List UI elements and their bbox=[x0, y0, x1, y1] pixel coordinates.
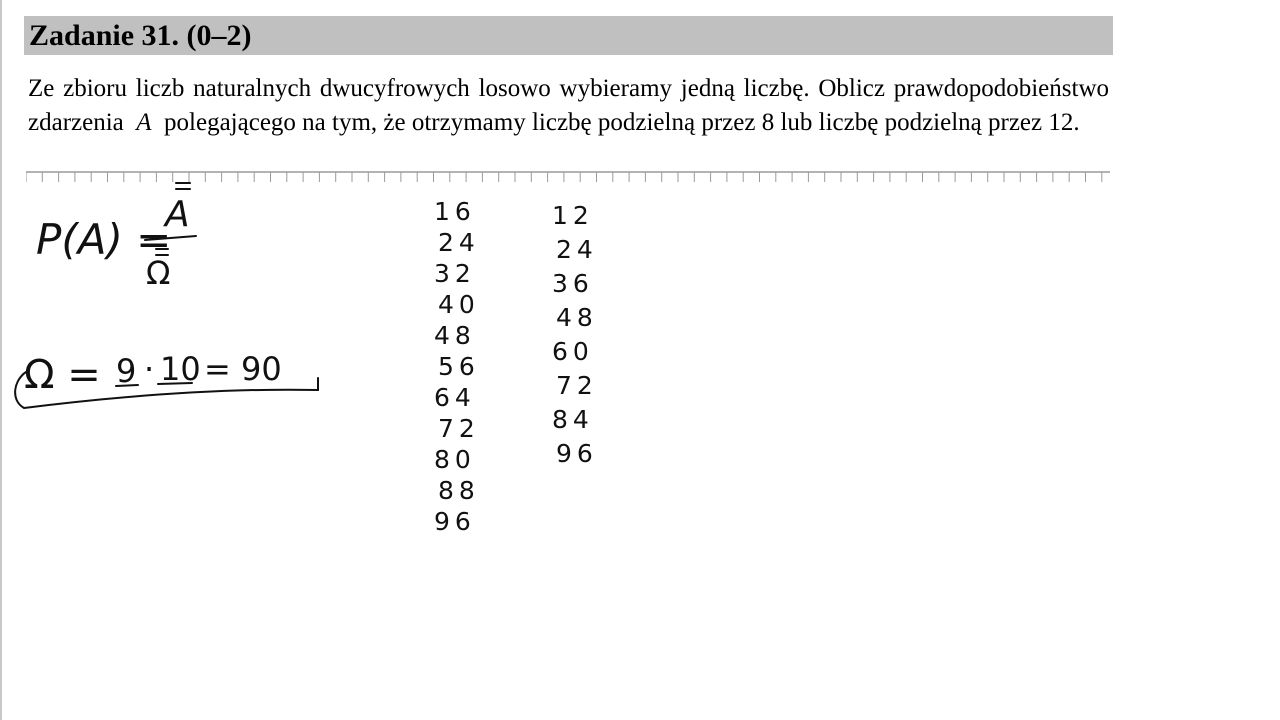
omega-factor-10: 10 bbox=[160, 350, 201, 388]
multiple-of-8-entry: 64 bbox=[434, 383, 476, 412]
multiple-of-8-entry: 88 bbox=[438, 476, 480, 505]
multiple-of-12-entry: 24 bbox=[556, 235, 598, 264]
number-8: 8 bbox=[761, 108, 775, 136]
multiple-of-12-entry: 84 bbox=[552, 405, 594, 434]
multiple-of-12-entry: 72 bbox=[556, 371, 598, 400]
multiple-of-12-entry: 12 bbox=[552, 201, 594, 230]
multiple-of-8-entry: 56 bbox=[438, 352, 480, 381]
multiple-of-12-entry: 36 bbox=[552, 269, 594, 298]
number-12: 12 bbox=[1048, 108, 1074, 136]
task-text-part1: Ze zbioru liczb naturalnych dwucyfrowych losowo wybieramy jedną liczbę. Oblicz prawdopodobieństwo zdarzenia bbox=[28, 75, 1109, 136]
omega-result: = 90 bbox=[204, 350, 282, 388]
multiple-of-8-entry: 72 bbox=[438, 414, 480, 443]
fraction-denominator: Ω bbox=[146, 254, 171, 292]
multiples-of-12-column bbox=[552, 201, 598, 468]
probability-formula-lhs: P(A) = bbox=[36, 215, 172, 264]
multiples-of-8-column bbox=[434, 197, 480, 536]
multiple-of-8-entry: 80 bbox=[434, 445, 476, 474]
task-title: Zadanie 31. (0–2) bbox=[29, 19, 252, 52]
omega-equation-lhs: Ω = bbox=[24, 352, 101, 398]
fraction-numerator: A bbox=[165, 194, 190, 235]
multiple-of-8-entry: 24 bbox=[438, 228, 480, 257]
task-text-part3: lub liczbę podzielną przez bbox=[780, 108, 1043, 136]
multiple-of-8-entry: 96 bbox=[434, 507, 476, 536]
multiple-of-8-entry: 48 bbox=[434, 321, 476, 350]
multiple-of-8-entry: 40 bbox=[438, 290, 480, 319]
event-variable: A bbox=[136, 108, 152, 136]
task-text-end: . bbox=[1073, 108, 1080, 136]
task-text-part2: polegającego na tym, że otrzymamy liczbę podzielną przez bbox=[164, 108, 756, 136]
multiple-of-12-entry: 60 bbox=[552, 337, 594, 366]
multiple-of-12-entry: 48 bbox=[556, 303, 598, 332]
omega-factor-9: 9 bbox=[116, 352, 137, 390]
omega-multiply-dot: · bbox=[144, 350, 155, 388]
multiple-of-8-entry: 16 bbox=[434, 197, 476, 226]
multiple-of-8-entry: 32 bbox=[434, 259, 476, 288]
multiple-of-12-entry: 96 bbox=[556, 439, 598, 468]
